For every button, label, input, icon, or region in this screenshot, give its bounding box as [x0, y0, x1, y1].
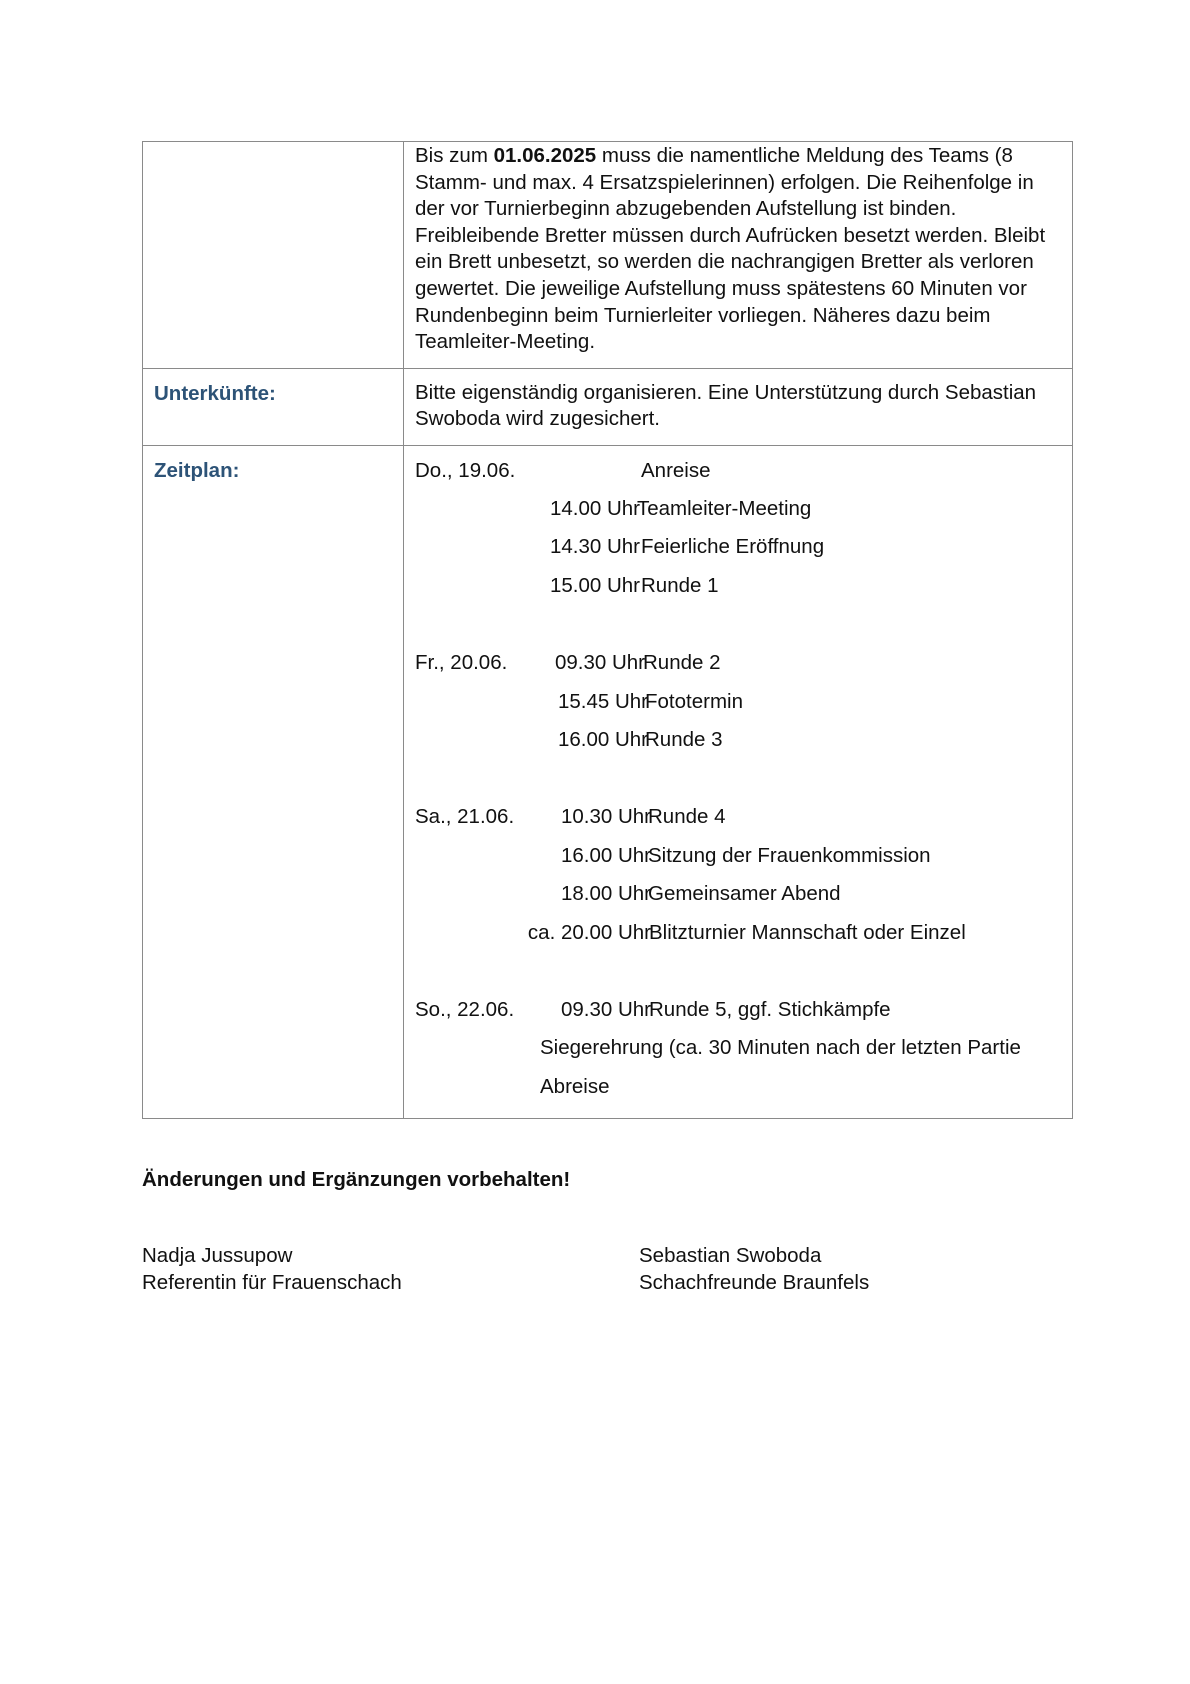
schedule-time: 09.30 Uhr — [554, 650, 645, 674]
accommodation-label-cell — [143, 368, 404, 445]
schedule-time: ca. 20.00 Uhr — [527, 920, 651, 944]
info-table — [142, 141, 1073, 1119]
accommodation-label: Unterkünfte: — [154, 381, 276, 405]
registration-content-cell — [404, 142, 1073, 369]
schedule-time: 15.00 Uhr — [549, 573, 640, 597]
schedule-event: Runde 3 — [645, 727, 723, 751]
accommodation-content-cell — [404, 368, 1073, 445]
schedule-time: 10.30 Uhr — [560, 804, 651, 828]
schedule-time: 16.00 Uhr — [560, 843, 651, 867]
schedule-time: 18.00 Uhr — [560, 881, 651, 905]
table-row-accommodation — [143, 368, 1073, 445]
signature-name: Sebastian Swoboda — [639, 1244, 822, 1267]
schedule-event: Feierliche Eröffnung — [641, 534, 825, 558]
schedule-event: Runde 1 — [641, 573, 719, 597]
schedule-time: 14.00 Uhr — [549, 496, 640, 520]
schedule-event: Fototermin — [645, 689, 743, 713]
schedule-day: So., 22.06. — [415, 997, 515, 1021]
schedule-event: Runde 4 — [648, 804, 726, 828]
schedule-event: Blitzturnier Mannschaft oder Einzel — [649, 920, 966, 944]
schedule-day: Sa., 21.06. — [415, 804, 515, 828]
schedule-label-cell — [143, 445, 404, 1118]
schedule-event: Sitzung der Frauenkommission — [648, 843, 931, 867]
signature-role: Referentin für Frauenschach — [142, 1270, 402, 1294]
registration-deadline: 01.06.2025 — [493, 144, 597, 167]
schedule-time: 16.00 Uhr — [557, 727, 648, 751]
signature-left — [142, 1243, 402, 1296]
registration-label-cell — [143, 142, 404, 369]
signature-role: Schachfreunde Braunfels — [639, 1270, 870, 1294]
schedule-time: 09.30 Uhr — [560, 997, 651, 1021]
schedule-event: Siegerehrung (ca. 30 Minuten nach der letzten Partie — [540, 1035, 1021, 1059]
schedule-label: Zeitplan: — [154, 458, 240, 482]
schedule-event: Abreise — [540, 1074, 610, 1098]
registration-text-rest: muss die namentliche Meldung des Teams (8 Stamm- und max. 4 Ersatzspielerinnen) erfolgen. Die Reihenfolge in der vor Turnierbeginn abzugebenden Aufstellung ist binden. Freibleibende Bretter müssen durch Aufrücken besetzt werden. Bleibt ein Brett unbesetzt, so werden die nachrangigen Bretter als verloren gewertet. Die jeweilige Aufstellung muss spätestens 60 Minuten vor Rundenbeginn beim Turnierleiter vorliegen. Näheres dazu beim Teamleiter-Meeting. — [415, 144, 1046, 354]
schedule-content-cell — [404, 445, 1073, 1118]
schedule-time: 14.30 Uhr — [549, 534, 640, 558]
schedule — [404, 446, 1072, 1118]
schedule-day: Do., 19.06. — [415, 458, 516, 482]
disclaimer-note: Änderungen und Ergänzungen vorbehalten! — [142, 1168, 571, 1191]
schedule-event: Teamleiter-Meeting — [637, 496, 812, 520]
accommodation-text: Bitte eigenständig organisieren. Eine Unterstützung durch Sebastian Swoboda wird zugesichert. — [415, 380, 1037, 431]
schedule-event: Gemeinsamer Abend — [648, 881, 841, 905]
table-row-registration — [143, 142, 1073, 369]
signature-name: Nadja Jussupow — [142, 1244, 293, 1267]
schedule-time: 15.45 Uhr — [557, 689, 648, 713]
schedule-event: Runde 2 — [643, 650, 721, 674]
schedule-event: Runde 5, ggf. Stichkämpfe — [649, 997, 891, 1021]
schedule-event: Anreise — [641, 458, 711, 482]
table-row-schedule — [143, 445, 1073, 1118]
signature-right — [639, 1243, 869, 1296]
registration-text — [404, 142, 1072, 368]
registration-text-start: Bis zum — [415, 144, 494, 167]
schedule-day: Fr., 20.06. — [415, 650, 508, 674]
row-label — [143, 142, 403, 154]
